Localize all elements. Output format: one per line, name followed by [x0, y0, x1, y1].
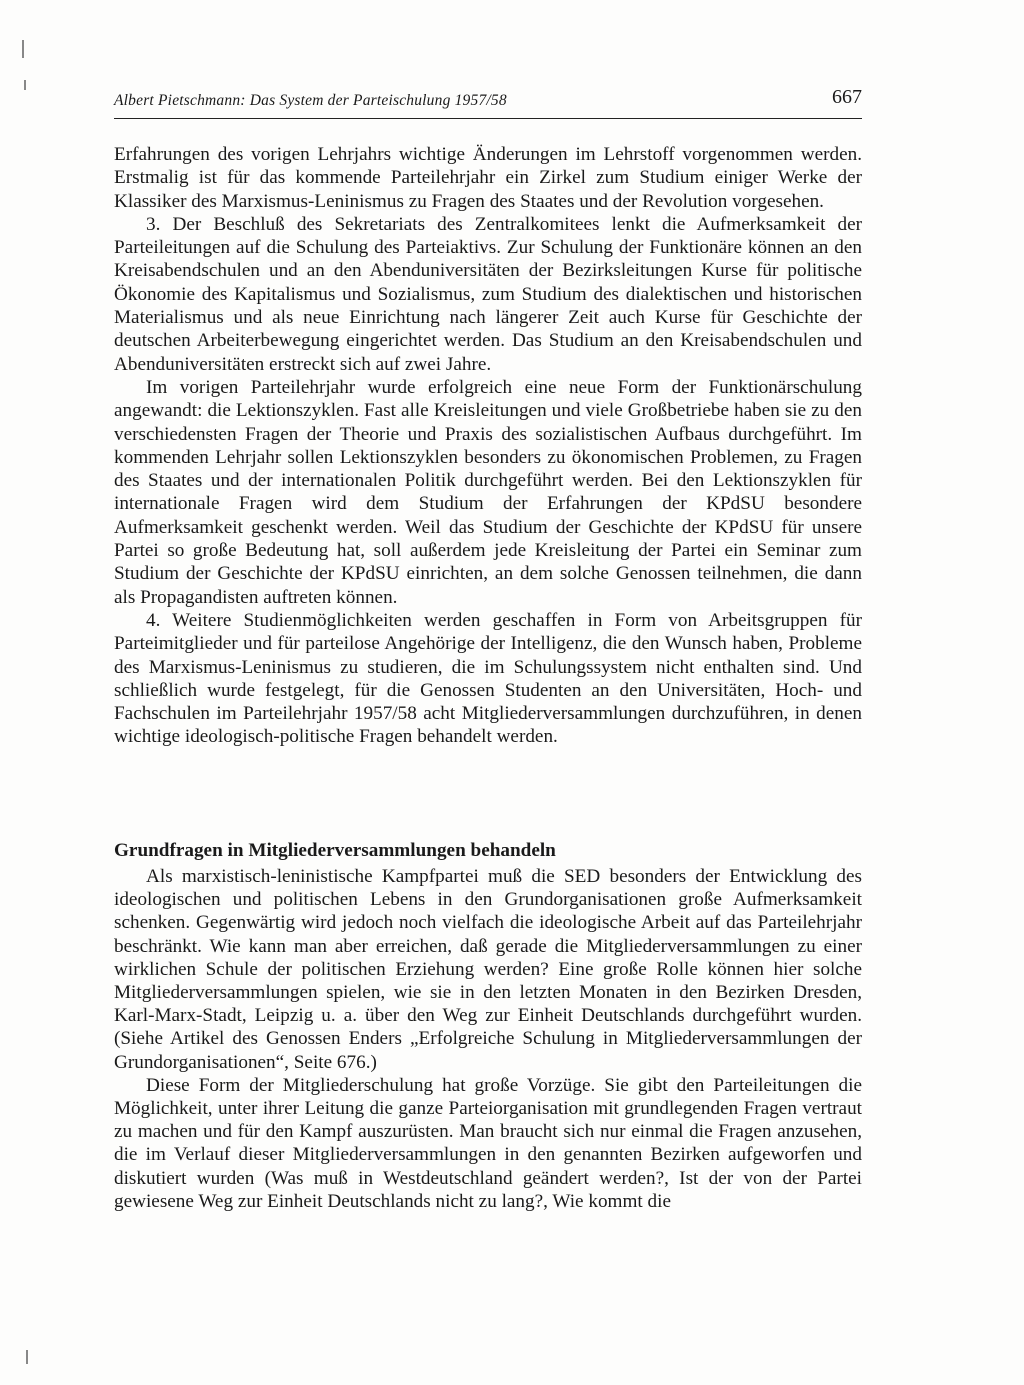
- header-rule: [114, 118, 862, 119]
- running-title: Albert Pietschmann: Das System der Parteischulung 1957/58: [114, 92, 507, 109]
- body-section-2: [114, 865, 862, 1213]
- scan-edge-marks: [22, 20, 34, 1360]
- paragraph: 4. Weitere Studienmöglichkeiten werden geschaffen in Form von Arbeitsgruppen für Parteimitglieder und für parteilose Angehörige der Intelligenz, die den Wunsch haben, Probleme des Marxismus-Leninismus zu studieren, die im Schulungssystem nicht enthalten sind. Und schließlich wurde festgelegt, für die Genossen Studenten an den Universitäten, Hoch- und Fachschulen im Parteilehrjahr 1957/58 acht Mitgliederversammlungen durchzuführen, in denen wichtige ideologisch-politische Fragen behandelt werden.: [114, 609, 862, 748]
- paragraph: Diese Form der Mitgliederschulung hat große Vorzüge. Sie gibt den Parteileitungen die Möglichkeit, unter ihrer Leitung die ganze Parteiorganisation mit grundlegenden Fragen vertraut zu machen und für den Kampf auszurüsten. Man braucht sich nur einmal die Fragen anzusehen, die im Verlauf dieser Mitgliederversammlungen in den genannten Bezirken aufgeworfen und diskutiert wurden (Was muß in Westdeutschland geändert werden?, Ist der von der Partei gewiesene Weg zur Einheit Deutschlands nicht zu lang?, Wie kommt die: [114, 1074, 862, 1212]
- section-heading: Grundfragen in Mitgliederversammlungen behandeln: [114, 840, 556, 861]
- body-section-1: [114, 143, 862, 749]
- paragraph: Im vorigen Parteilehrjahr wurde erfolgreich eine neue Form der Funktionärschulung angewandt: die Lektionszyklen. Fast alle Kreisleitungen und viele Großbetriebe haben sie zu den verschiedensten Fragen der Theorie und Praxis des sozialistischen Aufbaus durchgeführt. Im kommenden Lehrjahr sollen Lektionszyklen besonders zu ökonomischen Problemen, zu Fragen des Staates und der internationalen Politik durchgeführt werden. Bei den Lektionszyklen für internationale Fragen wird dem Studium der Erfahrungen der KPdSU besondere Aufmerksamkeit geschenkt werden. Weil das Studium der Geschichte der KPdSU für unsere Partei so große Bedeutung hat, soll außerdem jede Kreisleitung der Partei ein Seminar zum Studium der Geschichte der KPdSU einrichten, an dem solche Genossen teilnehmen, die dann als Propagandisten auftreten können.: [114, 376, 862, 608]
- paragraph: Als marxistisch-leninistische Kampfpartei muß die SED besonders der Entwicklung des ideologischen und politischen Lebens in den Grundorganisationen große Aufmerksamkeit schenken. Gegenwärtig wird jedoch noch vielfach die ideologische Arbeit auf das Parteilehrjahr beschränkt. Wie kann man aber erreichen, daß gerade die Mitgliederversammlungen zu einer wirklichen Schule der politischen Erziehung werden? Eine große Rolle können hier solche Mitgliederversammlungen spielen, wie sie in den letzten Monaten in den Bezirken Dresden, Karl-Marx-Stadt, Leipzig u. a. über den Weg zur Einheit Deutschlands durchgeführt wurden. (Siehe Artikel des Genossen Enders „Erfolgreiche Schulung in Mitgliederversammlungen der Grundorganisationen“, Seite 676.): [114, 866, 862, 1073]
- page-number: 667: [832, 86, 862, 108]
- running-head: [114, 88, 862, 114]
- paragraph: 3. Der Beschluß des Sekretariats des Zentralkomitees lenkt die Aufmerksamkeit der Parteileitungen auf die Schulung des Parteiaktivs. Zur Schulung der Funktionäre können an den Kreisabendschulen und an den Abenduniversitäten der Bezirksleitungen Kurse für politische Ökonomie des Kapitalismus und Sozialismus, zum Studium des dialektischen und historischen Materialismus und als neue Einrichtung nach längerer Zeit auch Kurse für Geschichte der deutschen Arbeiterbewegung eingerichtet werden. Das Studium an den Kreisabendschulen und Abenduniversitäten erstreckt sich auf zwei Jahre.: [114, 213, 862, 375]
- paragraph: Erfahrungen des vorigen Lehrjahrs wichtige Änderungen im Lehrstoff vorgenommen werden. Erstmalig ist für das kommende Parteilehrjahr ein Zirkel zum Studium einiger Werke der Klassiker des Marxismus-Leninismus zu Fragen des Staates und der Revolution vorgesehen.: [114, 144, 862, 212]
